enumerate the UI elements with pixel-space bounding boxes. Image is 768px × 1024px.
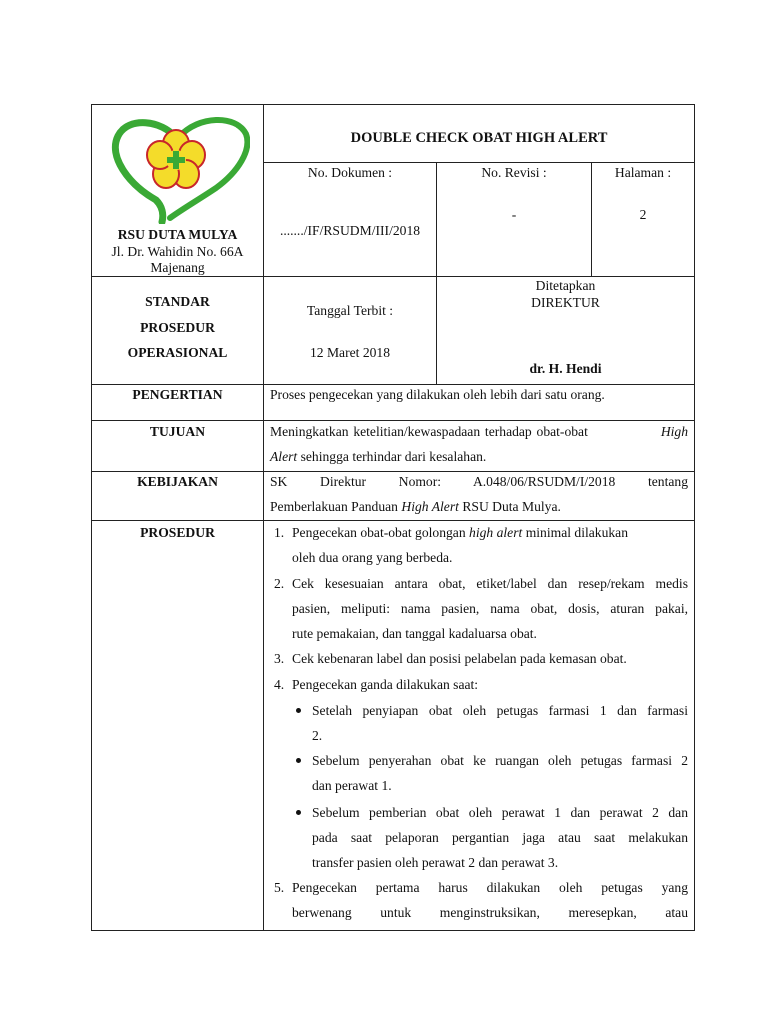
- prosedur-item-1-line1: [292, 520, 688, 545]
- tujuan-line1-emphasis: High: [660, 424, 688, 439]
- tujuan-line2-text: sehingga terhindar dari kesalahan.: [300, 449, 487, 464]
- pengertian-text: Proses pengecekan yang dilakukan oleh lebih dari satu orang.: [270, 387, 605, 402]
- table-border-bottom: [91, 930, 695, 931]
- kebijakan-line2-text-b: RSU Duta Mulya.: [462, 499, 561, 514]
- table-border-right: [694, 104, 695, 931]
- no-dokumen-value: ......./IF/RSUDM/III/2018: [279, 223, 421, 238]
- prosedur-item-2-line2: pasien, meliputi: nama pasien, nama obat, dosis, aturan pakai,: [292, 601, 688, 616]
- kebijakan-label: KEBIJAKAN: [137, 474, 218, 489]
- document-title: DOUBLE CHECK OBAT HIGH ALERT: [350, 130, 608, 146]
- tujuan-line2-emphasis: Alert: [270, 449, 298, 464]
- no-dokumen-label: No. Dokumen :: [307, 165, 393, 180]
- prosedur-item-4-line1: Pengecekan ganda dilakukan saat:: [292, 677, 479, 692]
- tanggal-terbit-label: Tanggal Terbit :: [306, 303, 394, 318]
- bullet-1-line1: Setelah penyiapan obat oleh petugas farmasi 1 dan farmasi: [312, 703, 688, 718]
- prosedur-item-5-line2: berwenang untuk menginstruksikan, meresepkan, atau: [292, 905, 688, 920]
- prosedur-number-4: 4.: [274, 677, 285, 692]
- bullet-1-icon: [296, 708, 301, 713]
- bullet-1-line2: 2.: [312, 728, 323, 743]
- hospital-address-line2: Majenang: [150, 260, 205, 275]
- prosedur-item-2-line1: Cek kesesuaian antara obat, etiket/label dan resep/rekam medis: [292, 576, 688, 591]
- sop-label-line3: OPERASIONAL: [127, 345, 228, 360]
- prosedur-label: PROSEDUR: [140, 525, 215, 540]
- tujuan-label: TUJUAN: [149, 424, 206, 439]
- prosedur-number-2: 2.: [274, 576, 285, 591]
- bullet-3-icon: [296, 810, 301, 815]
- tujuan-line1: [270, 419, 688, 444]
- tujuan-line2: [270, 444, 486, 469]
- direktur-label: DIREKTUR: [531, 295, 600, 310]
- kebijakan-line1: SK Direktur Nomor: A.048/06/RSUDM/I/2018 tentang: [270, 474, 688, 489]
- hospital-name: RSU DUTA MULYA: [117, 227, 238, 242]
- sop-bottom-line: [91, 384, 695, 385]
- direktur-name: dr. H. Hendi: [529, 361, 602, 376]
- prosedur-item-1-text-a: Pengecekan obat-obat golongan: [292, 525, 466, 540]
- pengertian-label: PENGERTIAN: [132, 387, 223, 402]
- kebijakan-line2: [270, 494, 561, 519]
- no-revisi-value: -: [511, 207, 517, 222]
- hospital-address-line1: Jl. Dr. Wahidin No. 66A: [111, 244, 244, 259]
- bullet-3-line1: Sebelum pemberian obat oleh perawat 1 dan perawat 2 dan: [312, 805, 688, 820]
- halaman-label: Halaman :: [614, 165, 672, 180]
- prosedur-number-1: 1.: [274, 525, 285, 540]
- title-bottom-line: [263, 162, 695, 163]
- tanggal-terbit-value: 12 Maret 2018: [309, 345, 391, 360]
- bullet-3-line3: transfer pasien oleh perawat 2 dan perawat 3.: [312, 855, 559, 870]
- tujuan-line1-text: Meningkatkan ketelitian/kewaspadaan terhadap obat-obat: [270, 424, 588, 439]
- prosedur-number-5: 5.: [274, 880, 285, 895]
- prosedur-item-1-text-b: minimal dilakukan: [525, 525, 629, 540]
- prosedur-item-5-line1: Pengecekan pertama harus dilakukan oleh petugas yang: [292, 880, 688, 895]
- prosedur-number-3: 3.: [274, 651, 285, 666]
- kebijakan-line2-emphasis: High Alert: [401, 499, 459, 514]
- bullet-2-line2: dan perawat 1.: [312, 778, 392, 793]
- sop-label-line1: STANDAR: [145, 294, 210, 309]
- prosedur-item-1-line2: oleh dua orang yang berbeda.: [292, 550, 453, 565]
- no-revisi-label: No. Revisi :: [481, 165, 547, 180]
- prosedur-item-2-line3: rute pemakaian, dan tanggal kadaluarsa obat.: [292, 626, 537, 641]
- prosedur-item-1-emphasis: high alert: [469, 525, 523, 540]
- kebijakan-line2-text-a: Pemberlakuan Panduan: [270, 499, 398, 514]
- sop-label-line2: PROSEDUR: [140, 320, 215, 335]
- table-border-top: [91, 104, 695, 105]
- bullet-2-icon: [296, 758, 301, 763]
- prosedur-item-3-line1: Cek kebenaran label dan posisi pelabelan pada kemasan obat.: [292, 651, 627, 666]
- bullet-3-line2: pada saat pelaporan pergantian jaga atau saat melakukan: [312, 830, 688, 845]
- ditetapkan-label: Ditetapkan: [535, 278, 596, 293]
- heart-flower-logo-icon: [106, 114, 250, 224]
- halaman-value: 2: [639, 207, 647, 222]
- bullet-2-line1: Sebelum penyerahan obat ke ruangan oleh petugas farmasi 2: [312, 753, 688, 768]
